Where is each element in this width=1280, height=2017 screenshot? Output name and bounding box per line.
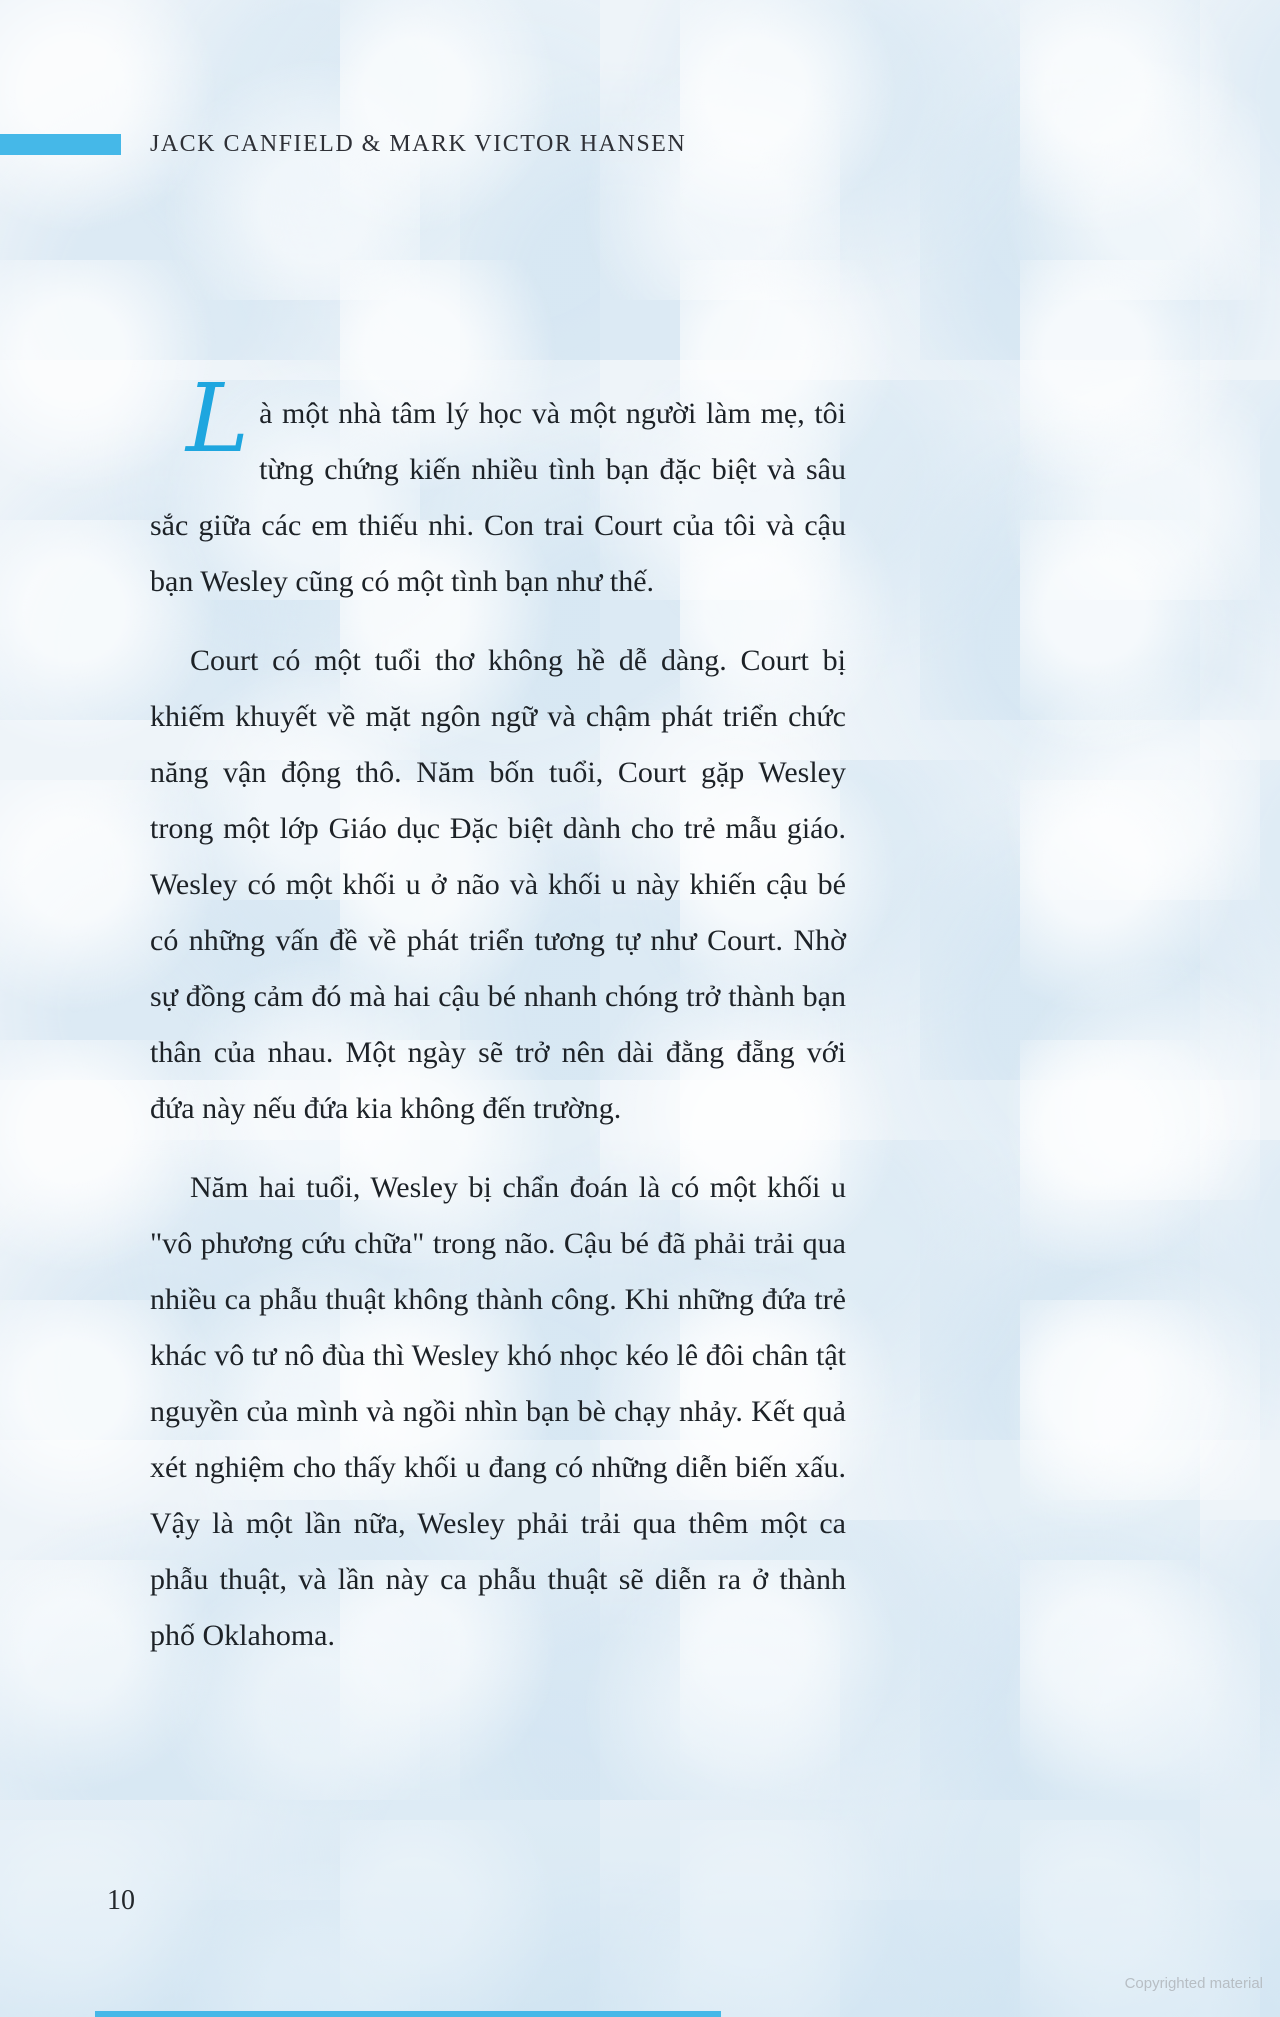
- paragraph-2: Court có một tuổi thơ không hề dễ dàng. Court bị khiếm khuyết về mặt ngôn ngữ và chậm phát triển chức năng vận động thô. Năm bốn tuổi, Court gặp Wesley trong một lớp Giáo dục Đặc biệt dành cho trẻ mẫu giáo. Wesley có một khối u ở não và khối u này khiến cậu bé có những vấn đề về phát triển tương tự như Court. Nhờ sự đồng cảm đó mà hai cậu bé nhanh chóng trở thành bạn thân của nhau. Một ngày sẽ trở nên dài đằng đẵng với đứa này nếu đứa kia không đến trường.: [150, 644, 846, 1125]
- page-number: 10: [107, 1885, 135, 1916]
- paragraph-1: [150, 364, 846, 610]
- author-line: JACK CANFIELD & MARK VICTOR HANSEN: [150, 131, 687, 157]
- running-head: [0, 131, 1280, 157]
- paragraph-3: Năm hai tuổi, Wesley bị chẩn đoán là có một khối u "vô phương cứu chữa" trong não. Cậu bé đã phải trải qua nhiều ca phẫu thuật không thành công. Khi những đứa trẻ khác vô tư nô đùa thì Wesley khó nhọc kéo lê đôi chân tật nguyền của mình và ngồi nhìn bạn bè chạy nhảy. Kết quả xét nghiệm cho thấy khối u đang có những diễn biến xấu. Vậy là một lần nữa, Wesley phải trải qua thêm một ca phẫu thuật, và lần này ca phẫu thuật sẽ diễn ra ở thành phố Oklahoma.: [150, 1171, 846, 1652]
- paragraph-1-text: à một nhà tâm lý học và một người làm mẹ, tôi từng chứng kiến nhiều tình bạn đặc biệt và sâu sắc giữa các em thiếu nhi. Con trai Court của tôi và cậu bạn Wesley cũng có một tình bạn như thế.: [150, 397, 846, 598]
- dropcap-letter: L: [186, 364, 250, 474]
- bottom-accent-bar: [95, 2011, 721, 2017]
- copyright-notice: Copyrighted material: [1124, 1975, 1263, 1992]
- body-text: [150, 364, 846, 1687]
- header-accent-bar: [0, 134, 121, 155]
